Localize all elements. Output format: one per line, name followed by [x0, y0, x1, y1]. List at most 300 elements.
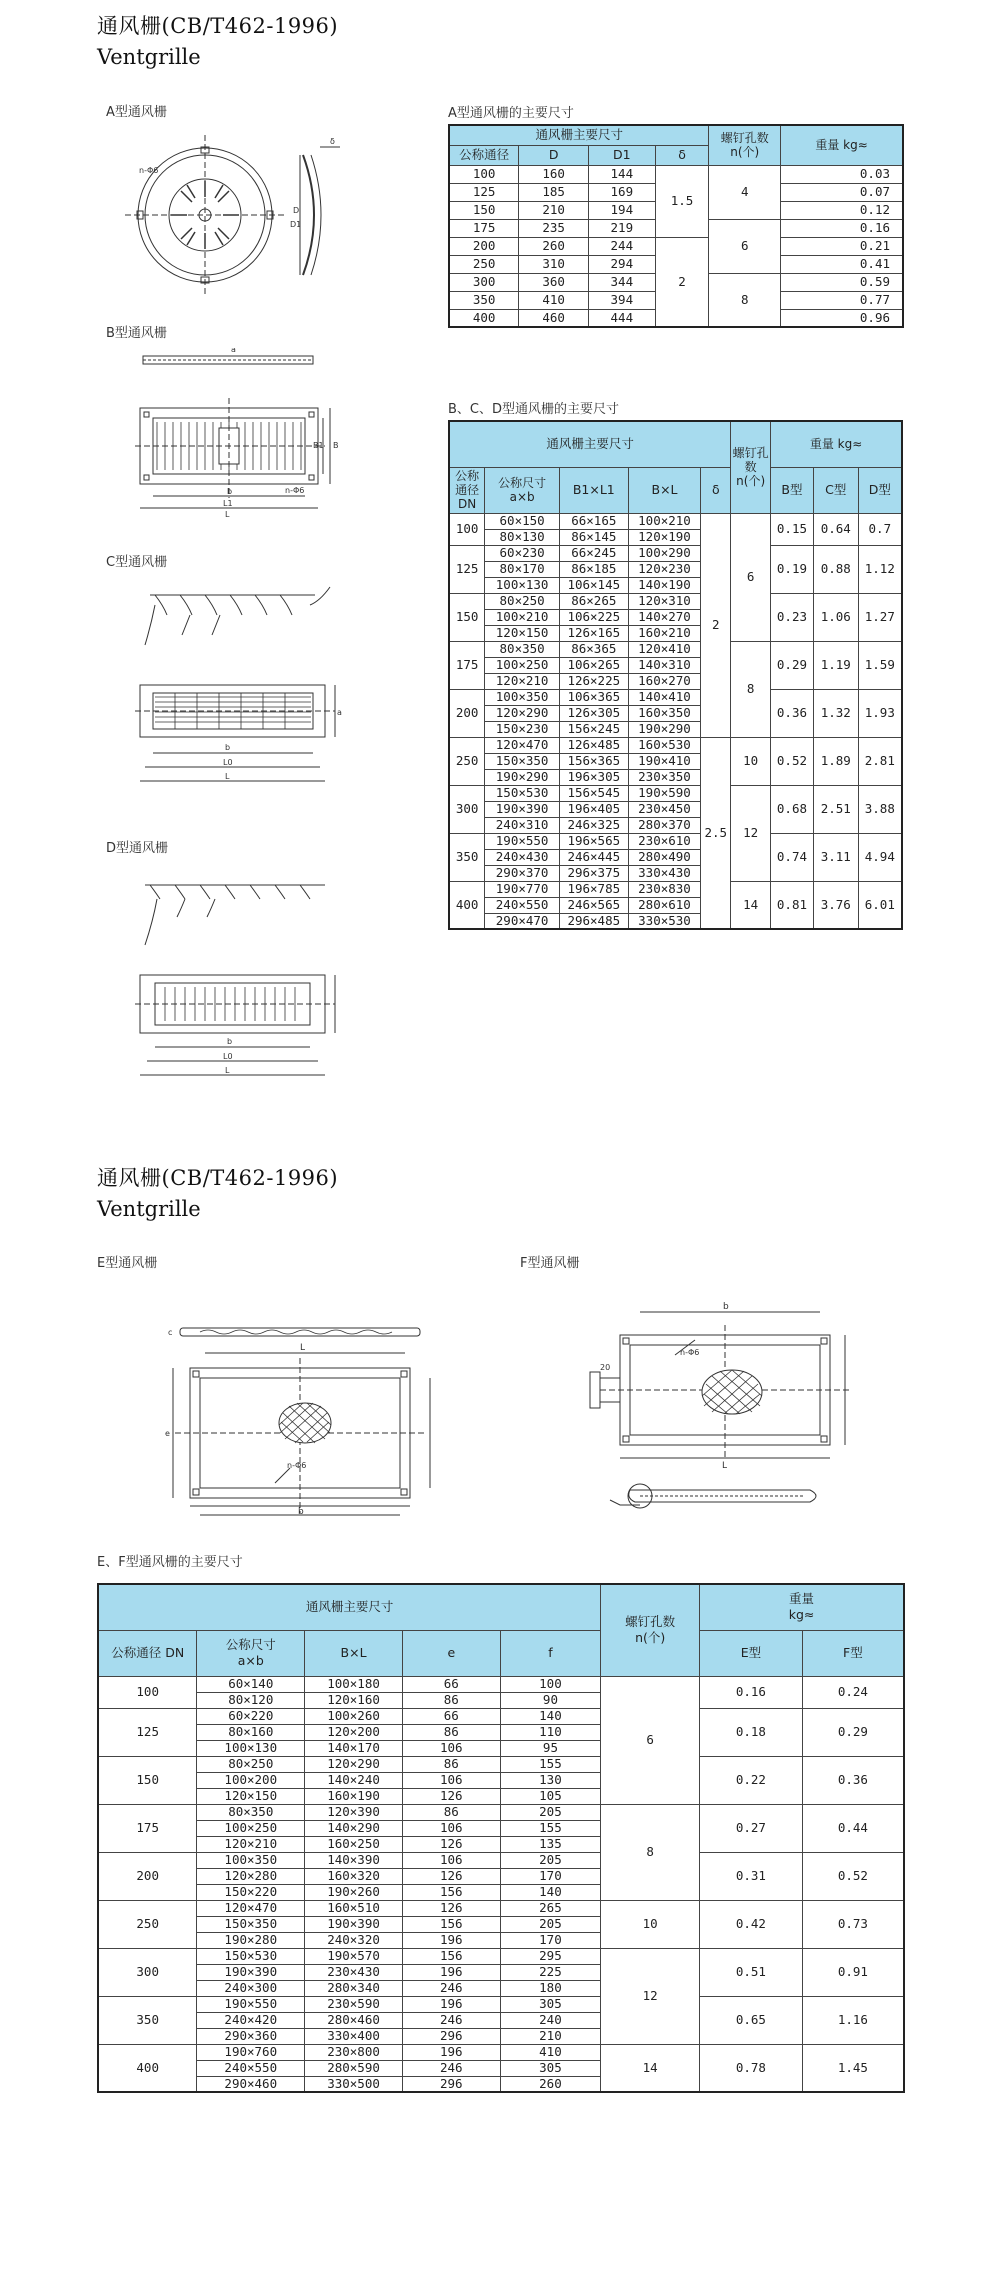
table-bcd-weight: 0.52 — [771, 737, 814, 785]
table-bcd-cell: 66×245 — [559, 545, 628, 561]
e-c-label: c — [168, 1328, 173, 1337]
table-bcd-cell: 196×405 — [559, 801, 628, 817]
table-bcd-cell: 120×310 — [628, 593, 701, 609]
table-a-col-delta: δ — [655, 145, 709, 165]
table-bcd-holes: 12 — [731, 785, 771, 881]
table-bcd-delta: 2.5 — [701, 737, 731, 929]
table-ef-col-holes-line1: 螺钉孔数 — [625, 1614, 676, 1630]
table-bcd-cell: 296×485 — [559, 913, 628, 929]
table-ef-caption: E、F型通风栅的主要尺寸 — [97, 1555, 243, 1570]
drawing-type-a — [125, 135, 345, 295]
table-bcd-cell: 196×565 — [559, 833, 628, 849]
table-ef-cell: 100×250 — [197, 1820, 305, 1836]
table-ef-holes: 8 — [601, 1804, 700, 1900]
table-bcd-cell: 80×350 — [485, 641, 560, 657]
table-ef-cell: 280×340 — [305, 1980, 403, 1996]
table-ef-cell: 190×760 — [197, 2044, 305, 2060]
table-ef-cell: 205 — [500, 1804, 601, 1820]
table-a-cell: 150 — [449, 201, 519, 219]
page-title-cn: 通风栅(CB/T462-1996) — [97, 14, 339, 38]
table-ef-weight: 0.29 — [802, 1708, 904, 1756]
table-ef-col-ftype: F型 — [802, 1630, 904, 1676]
table-bcd-cell: 196×305 — [559, 769, 628, 785]
table-ef-cell: 120×390 — [305, 1804, 403, 1820]
table-bcd-cell: 196×785 — [559, 881, 628, 897]
table-ef-cell: 130 — [500, 1772, 601, 1788]
table-bcd-cell: 190×290 — [628, 721, 701, 737]
table-ef-cell: 410 — [500, 2044, 601, 2060]
table-bcd-dn: 350 — [449, 833, 485, 881]
table-ef-cell: 110 — [500, 1724, 601, 1740]
e-holes-label: n-Φ6 — [287, 1461, 307, 1470]
table-a-cell: 244 — [588, 237, 655, 255]
table-bcd-cell: 86×185 — [559, 561, 628, 577]
table-ef-cell: 120×470 — [197, 1900, 305, 1916]
table-a-col-d1: D1 — [588, 145, 655, 165]
table-bcd-cell: 330×530 — [628, 913, 701, 929]
drawing-type-c — [135, 575, 345, 805]
table-ef-cell: 180 — [500, 1980, 601, 1996]
table-a-weight: 0.77 — [781, 291, 903, 309]
table-bcd-cell: 190×410 — [628, 753, 701, 769]
table-bcd-weight: 1.32 — [813, 689, 858, 737]
table-bcd-dn: 250 — [449, 737, 485, 785]
table-ef-cell: 106 — [402, 1820, 500, 1836]
table-bcd-cell: 160×350 — [628, 705, 701, 721]
table-ef-cell: 86 — [402, 1724, 500, 1740]
table-bcd-cell: 290×370 — [485, 865, 560, 881]
table-bcd-cell: 190×290 — [485, 769, 560, 785]
table-ef-cell: 120×150 — [197, 1788, 305, 1804]
table-ef-weight: 0.78 — [700, 2044, 803, 2092]
table-bcd-dn: 400 — [449, 881, 485, 929]
table-a-cell: 460 — [519, 309, 589, 327]
table-a-cell: 175 — [449, 219, 519, 237]
table-bcd-col-c: C型 — [813, 467, 858, 513]
table-ef-col-axb — [197, 1630, 305, 1676]
table-bcd-weight: 0.15 — [771, 513, 814, 545]
table-a-cell: 100 — [449, 165, 519, 183]
table-ef-cell: 60×220 — [197, 1708, 305, 1724]
table-bcd-weight: 1.19 — [813, 641, 858, 689]
table-a-cell: 350 — [449, 291, 519, 309]
table-bcd-cell: 160×270 — [628, 673, 701, 689]
table-a-cell: 125 — [449, 183, 519, 201]
table-ef-cell: 100×200 — [197, 1772, 305, 1788]
table-ef-cell: 135 — [500, 1836, 601, 1852]
table-ef-cell: 126 — [402, 1868, 500, 1884]
e-e-label: e — [165, 1429, 170, 1438]
table-ef-cell: 205 — [500, 1852, 601, 1868]
table-ef-dn: 125 — [98, 1708, 197, 1756]
table-bcd-cell: 140×270 — [628, 609, 701, 625]
table-ef-holes: 14 — [601, 2044, 700, 2092]
table-ef-cell: 100 — [500, 1676, 601, 1692]
table-ef-weight: 1.45 — [802, 2044, 904, 2092]
table-ef-cell: 190×390 — [305, 1916, 403, 1932]
table-bcd-col-delta: δ — [701, 467, 731, 513]
table-bcd-cell: 156×545 — [559, 785, 628, 801]
table-ef-cell: 66 — [402, 1708, 500, 1724]
page2-title-en: Ventgrille — [97, 1197, 201, 1221]
table-bcd-dn: 125 — [449, 545, 485, 593]
table-bcd-col-dn: 公称通径DN — [449, 467, 485, 513]
table-ef-cell: 295 — [500, 1948, 601, 1964]
table-ef-cell: 60×140 — [197, 1676, 305, 1692]
table-ef-cell: 80×120 — [197, 1692, 305, 1708]
table-bcd-weight: 1.12 — [858, 545, 902, 593]
table-bcd-cell: 120×190 — [628, 529, 701, 545]
table-ef-cell: 156 — [402, 1884, 500, 1900]
table-ef-cell: 190×260 — [305, 1884, 403, 1900]
table-bcd-weight: 0.19 — [771, 545, 814, 593]
table-ef-cell: 150×220 — [197, 1884, 305, 1900]
table-bcd-cell: 120×150 — [485, 625, 560, 641]
table-ef-col-holes — [601, 1584, 700, 1676]
table-bcd-cell: 126×225 — [559, 673, 628, 689]
table-a-cell: 360 — [519, 273, 589, 291]
drawing-type-f — [560, 1300, 850, 1530]
table-ef-dn: 100 — [98, 1676, 197, 1708]
e-b-label: b — [298, 1507, 304, 1517]
table-a-cell: 160 — [519, 165, 589, 183]
drawing-type-e — [165, 1318, 445, 1518]
d-l0-label: L0 — [223, 1052, 233, 1061]
table-a-holes: 4 — [709, 165, 781, 219]
table-bcd-cell: 126×165 — [559, 625, 628, 641]
table-ef-cell: 265 — [500, 1900, 601, 1916]
table-ef-weight: 0.27 — [700, 1804, 803, 1852]
table-bcd-holes: 8 — [731, 641, 771, 737]
table-a-weight: 0.12 — [781, 201, 903, 219]
table-bcd-cell: 280×490 — [628, 849, 701, 865]
table-a-cell: 400 — [449, 309, 519, 327]
table-a-cell: 394 — [588, 291, 655, 309]
table-bcd-cell: 230×830 — [628, 881, 701, 897]
table-ef-cell: 106 — [402, 1852, 500, 1868]
table-a-weight: 0.07 — [781, 183, 903, 201]
table-bcd-cell: 80×170 — [485, 561, 560, 577]
table-ef-cell: 140×390 — [305, 1852, 403, 1868]
table-a-delta: 2 — [655, 237, 709, 327]
table-ef-dn: 250 — [98, 1900, 197, 1948]
drawing-type-b — [135, 348, 345, 518]
table-bcd-cell: 290×470 — [485, 913, 560, 929]
table-bcd-cell: 80×250 — [485, 593, 560, 609]
drawing-type-d — [135, 865, 345, 1095]
table-ef-weight: 1.16 — [802, 1996, 904, 2044]
table-ef-cell: 86 — [402, 1804, 500, 1820]
table-ef-cell: 66 — [402, 1676, 500, 1692]
table-bcd-cell: 160×210 — [628, 625, 701, 641]
table-a-cell: 194 — [588, 201, 655, 219]
table-ef-cell: 100×260 — [305, 1708, 403, 1724]
table-bcd-dn: 200 — [449, 689, 485, 737]
table-ef-cell: 140×240 — [305, 1772, 403, 1788]
table-a-cell: 410 — [519, 291, 589, 309]
table-bcd-col-axb: 公称尺寸 a×b — [485, 467, 560, 513]
table-a-cell: 169 — [588, 183, 655, 201]
table-bcd-col-weight: 重量 kg≈ — [771, 421, 902, 467]
f-20-label: 20 — [600, 1363, 611, 1372]
table-bcd-cell: 240×550 — [485, 897, 560, 913]
table-ef-cell: 205 — [500, 1916, 601, 1932]
table-bcd-weight: 0.29 — [771, 641, 814, 689]
table-ef-cell: 160×250 — [305, 1836, 403, 1852]
table-bcd-weight: 0.74 — [771, 833, 814, 881]
table-a-delta: 1.5 — [655, 165, 709, 237]
table-a-weight: 0.03 — [781, 165, 903, 183]
table-bcd-cell: 86×265 — [559, 593, 628, 609]
type-e-label: E型通风栅 — [97, 1256, 158, 1271]
table-ef-weight: 0.31 — [700, 1852, 803, 1900]
table-ef-col-holes-line2: n(个) — [635, 1630, 666, 1646]
table-bcd-cell: 140×190 — [628, 577, 701, 593]
type-f-label: F型通风栅 — [520, 1256, 580, 1271]
table-bcd-cell: 60×150 — [485, 513, 560, 529]
table-bcd-cell: 60×230 — [485, 545, 560, 561]
table-a-col-weight: 重量 kg≈ — [781, 125, 903, 165]
table-bcd-cell: 230×610 — [628, 833, 701, 849]
table-ef-weight: 0.42 — [700, 1900, 803, 1948]
table-a-weight: 0.21 — [781, 237, 903, 255]
d-l-label: L — [225, 1066, 230, 1075]
table-ef-cell: 80×350 — [197, 1804, 305, 1820]
table-ef-weight: 0.18 — [700, 1708, 803, 1756]
table-bcd-holes: 14 — [731, 881, 771, 929]
table-bcd-col-holes: 螺钉孔数 n(个) — [731, 421, 771, 513]
table-a-cell: 260 — [519, 237, 589, 255]
table-bcd-weight: 0.81 — [771, 881, 814, 929]
table-bcd-cell: 150×350 — [485, 753, 560, 769]
table-ef-holes: 10 — [601, 1900, 700, 1948]
table-ef — [97, 1583, 905, 2093]
table-ef-weight: 0.73 — [802, 1900, 904, 1948]
table-bcd-weight: 0.68 — [771, 785, 814, 833]
table-bcd-dn: 100 — [449, 513, 485, 545]
table-ef-cell: 230×590 — [305, 1996, 403, 2012]
table-bcd-dn: 175 — [449, 641, 485, 689]
table-bcd-cell: 80×130 — [485, 529, 560, 545]
table-ef-weight: 0.52 — [802, 1852, 904, 1900]
table-ef-holes: 6 — [601, 1676, 700, 1804]
table-ef-cell: 190×390 — [197, 1964, 305, 1980]
c-b-label: b — [225, 743, 231, 752]
table-bcd-group-header: 通风栅主要尺寸 — [449, 421, 731, 467]
table-bcd-col-d: D型 — [858, 467, 902, 513]
table-bcd-cell: 160×530 — [628, 737, 701, 753]
table-ef-cell: 196 — [402, 1964, 500, 1980]
table-bcd-cell: 100×210 — [485, 609, 560, 625]
table-bcd-cell: 296×375 — [559, 865, 628, 881]
table-bcd-cell: 330×430 — [628, 865, 701, 881]
table-ef-cell: 155 — [500, 1820, 601, 1836]
table-a-weight: 0.96 — [781, 309, 903, 327]
table-ef-cell: 155 — [500, 1756, 601, 1772]
table-ef-cell: 80×250 — [197, 1756, 305, 1772]
table-ef-col-bl: B×L — [305, 1630, 403, 1676]
table-ef-cell: 240×320 — [305, 1932, 403, 1948]
table-bcd-cell: 246×325 — [559, 817, 628, 833]
table-ef-cell: 126 — [402, 1836, 500, 1852]
table-a-caption: A型通风栅的主要尺寸 — [448, 106, 574, 121]
table-bcd-cell: 106×265 — [559, 657, 628, 673]
table-ef-weight: 0.91 — [802, 1948, 904, 1996]
table-ef-cell: 120×210 — [197, 1836, 305, 1852]
table-bcd-cell: 100×210 — [628, 513, 701, 529]
table-bcd-weight: 1.89 — [813, 737, 858, 785]
table-a-cell: 344 — [588, 273, 655, 291]
table-ef-cell: 160×320 — [305, 1868, 403, 1884]
table-ef-cell: 86 — [402, 1692, 500, 1708]
table-a-cell: 210 — [519, 201, 589, 219]
b-l1-label: L1 — [223, 499, 233, 508]
table-bcd-weight: 0.7 — [858, 513, 902, 545]
table-ef-dn: 150 — [98, 1756, 197, 1804]
table-bcd-weight: 0.88 — [813, 545, 858, 593]
table-bcd-cell: 126×305 — [559, 705, 628, 721]
table-a-cell: 300 — [449, 273, 519, 291]
table-ef-cell: 106 — [402, 1772, 500, 1788]
a-holes-label: n-Φ6 — [139, 166, 159, 175]
table-bcd-cell: 100×290 — [628, 545, 701, 561]
table-bcd-cell: 190×390 — [485, 801, 560, 817]
table-bcd-cell: 100×250 — [485, 657, 560, 673]
table-a-cell: 444 — [588, 309, 655, 327]
table-ef-cell: 156 — [402, 1916, 500, 1932]
table-ef-cell: 240×300 — [197, 1980, 305, 1996]
table-ef-col-f: f — [500, 1630, 601, 1676]
table-ef-cell: 126 — [402, 1788, 500, 1804]
table-ef-cell: 100×350 — [197, 1852, 305, 1868]
table-a-holes: 6 — [709, 219, 781, 273]
table-bcd-cell: 240×310 — [485, 817, 560, 833]
table-bcd-cell: 280×610 — [628, 897, 701, 913]
table-ef-weight: 0.65 — [700, 1996, 803, 2044]
table-ef-cell: 120×160 — [305, 1692, 403, 1708]
table-ef-cell: 190×280 — [197, 1932, 305, 1948]
table-a-col-d: D — [519, 145, 589, 165]
table-ef-holes: 12 — [601, 1948, 700, 2044]
table-ef-cell: 230×430 — [305, 1964, 403, 1980]
table-ef-cell: 240×420 — [197, 2012, 305, 2028]
table-ef-col-dn: 公称通径 DN — [98, 1630, 197, 1676]
table-bcd-cell: 230×350 — [628, 769, 701, 785]
table-ef-cell: 290×460 — [197, 2076, 305, 2092]
b-a-label: a — [231, 348, 236, 354]
table-bcd-cell: 100×350 — [485, 689, 560, 705]
table-bcd-cell: 86×145 — [559, 529, 628, 545]
table-ef-cell: 196 — [402, 2044, 500, 2060]
table-bcd-cell: 150×230 — [485, 721, 560, 737]
table-ef-dn: 400 — [98, 2044, 197, 2092]
table-bcd-weight: 3.88 — [858, 785, 902, 833]
table-ef-weight: 0.22 — [700, 1756, 803, 1804]
table-bcd — [448, 420, 903, 930]
c-l0-label: L0 — [223, 758, 233, 767]
table-bcd-cell: 120×470 — [485, 737, 560, 753]
table-bcd-weight: 0.36 — [771, 689, 814, 737]
table-ef-cell: 120×280 — [197, 1868, 305, 1884]
table-bcd-cell: 230×450 — [628, 801, 701, 817]
table-ef-cell: 105 — [500, 1788, 601, 1804]
table-bcd-cell: 66×165 — [559, 513, 628, 529]
table-bcd-cell: 140×410 — [628, 689, 701, 705]
table-ef-cell: 100×130 — [197, 1740, 305, 1756]
table-ef-cell: 120×200 — [305, 1724, 403, 1740]
table-bcd-holes: 6 — [731, 513, 771, 641]
table-ef-cell: 296 — [402, 2076, 500, 2092]
type-b-label: B型通风栅 — [106, 326, 167, 341]
b-l-label: L — [225, 510, 230, 518]
table-bcd-cell: 150×530 — [485, 785, 560, 801]
table-ef-cell: 160×190 — [305, 1788, 403, 1804]
a-d-label: D — [293, 206, 300, 215]
table-bcd-weight: 2.81 — [858, 737, 902, 785]
e-l-label: L — [300, 1343, 306, 1353]
table-ef-cell: 100×180 — [305, 1676, 403, 1692]
table-ef-cell: 210 — [500, 2028, 601, 2044]
table-bcd-cell: 106×145 — [559, 577, 628, 593]
table-ef-cell: 296 — [402, 2028, 500, 2044]
table-ef-dn: 200 — [98, 1852, 197, 1900]
table-ef-cell: 330×400 — [305, 2028, 403, 2044]
table-bcd-cell: 246×565 — [559, 897, 628, 913]
b-b1-label: B1 — [313, 441, 324, 450]
table-bcd-weight: 0.64 — [813, 513, 858, 545]
table-bcd-cell: 86×365 — [559, 641, 628, 657]
a-delta-label: δ — [330, 137, 335, 146]
table-a-holes: 8 — [709, 273, 781, 327]
table-ef-col-weight-line2: kg≈ — [788, 1607, 815, 1623]
f-l-label: L — [722, 1461, 728, 1471]
table-bcd-weight: 4.94 — [858, 833, 902, 881]
table-bcd-caption: B、C、D型通风栅的主要尺寸 — [448, 402, 620, 417]
b-b-label: b — [227, 487, 233, 496]
table-a-cell: 185 — [519, 183, 589, 201]
table-a-weight: 0.41 — [781, 255, 903, 273]
table-ef-cell: 95 — [500, 1740, 601, 1756]
table-a-cell: 219 — [588, 219, 655, 237]
table-a-col-holes: 螺钉孔数 n(个) — [709, 125, 781, 165]
table-bcd-cell: 190×550 — [485, 833, 560, 849]
table-ef-dn: 300 — [98, 1948, 197, 1996]
table-bcd-cell: 140×310 — [628, 657, 701, 673]
table-a-weight: 0.59 — [781, 273, 903, 291]
table-bcd-cell: 120×230 — [628, 561, 701, 577]
table-ef-cell: 190×570 — [305, 1948, 403, 1964]
table-ef-cell: 140×290 — [305, 1820, 403, 1836]
table-bcd-cell: 156×245 — [559, 721, 628, 737]
table-ef-cell: 170 — [500, 1932, 601, 1948]
table-bcd-weight: 1.06 — [813, 593, 858, 641]
table-ef-cell: 196 — [402, 1996, 500, 2012]
table-ef-col-e: e — [402, 1630, 500, 1676]
table-a-cell: 250 — [449, 255, 519, 273]
table-bcd-weight: 3.11 — [813, 833, 858, 881]
table-a-weight: 0.16 — [781, 219, 903, 237]
table-ef-weight: 0.16 — [700, 1676, 803, 1708]
table-ef-cell: 290×360 — [197, 2028, 305, 2044]
table-ef-cell: 80×160 — [197, 1724, 305, 1740]
table-bcd-dn: 150 — [449, 593, 485, 641]
table-ef-cell: 280×460 — [305, 2012, 403, 2028]
table-ef-cell: 305 — [500, 1996, 601, 2012]
d-b-label: b — [227, 1037, 233, 1046]
table-ef-weight: 0.44 — [802, 1804, 904, 1852]
table-a-cell: 144 — [588, 165, 655, 183]
table-bcd-weight: 6.01 — [858, 881, 902, 929]
